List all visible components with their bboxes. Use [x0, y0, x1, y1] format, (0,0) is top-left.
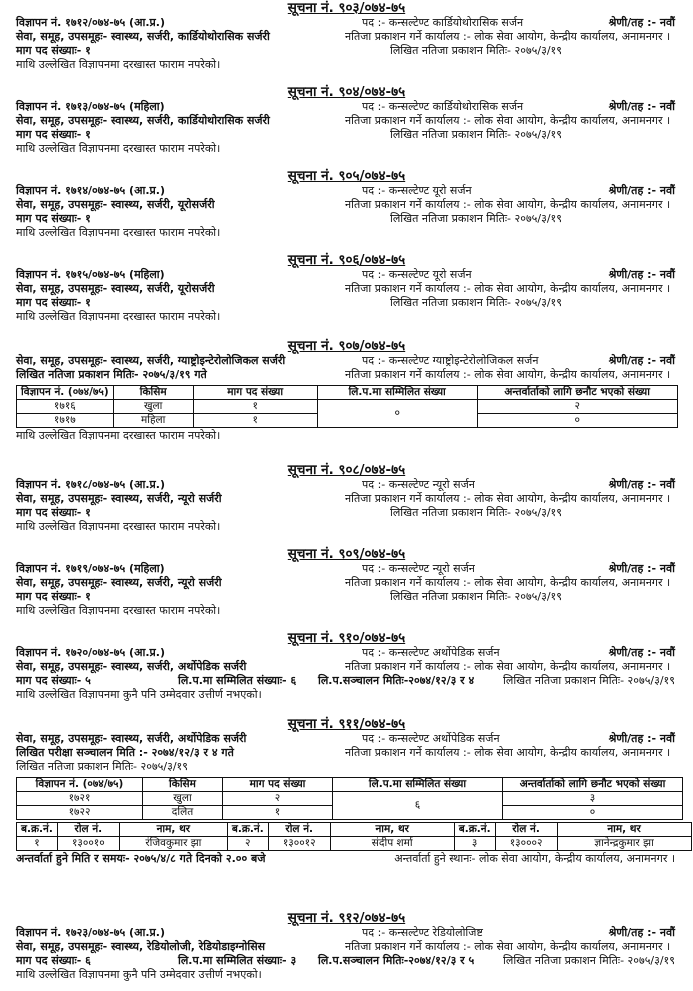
result-office: नतिजा प्रकाशन गर्ने कार्यालय :- लोक सेवा आयोग, केन्द्रीय कार्यालय, अनामनगर ।: [345, 660, 671, 673]
col-interview: अन्तर्वार्ताको लागि छनौट भएको संख्या: [477, 386, 677, 400]
cell-roll: १३००१२: [268, 837, 330, 851]
notice-title: सूचना नं. ९०९/०७४-७५: [287, 546, 406, 562]
cell-type: खुला: [143, 792, 223, 806]
cell-posts: २: [223, 792, 333, 806]
notice-903: [0, 0, 693, 73]
posts-count: माग पद संख्याः- १: [16, 506, 91, 519]
post: पद :- कन्सल्टेण्ट कार्डियोथोरासिक सर्जन: [362, 16, 524, 29]
cell-type: दलित: [143, 806, 223, 820]
cell-posts: १: [223, 806, 333, 820]
col-interview: अन्तर्वार्ताको लागि छनौट भएको संख्या: [503, 778, 683, 792]
grade: श्रेणी/तह :- नवौं: [608, 100, 675, 113]
cell-ad: १७२२: [17, 806, 143, 820]
service-group: सेवा, समूह, उपसमूहः- स्वास्थ्य, सर्जरी, न्यूरो सर्जरी: [16, 576, 222, 589]
col-type: किसिम: [143, 778, 223, 792]
cell-roll: १३००१०: [57, 837, 119, 851]
cell-ad: १७२१: [17, 792, 143, 806]
notice-title: सूचना नं. ९०३/०७४-७५: [287, 0, 406, 16]
notice-title: सूचना नं. ९०४/०७४-७५: [287, 84, 406, 100]
cell-roll: १३०००२: [495, 837, 557, 851]
col-sn: ब.क्र.नं.: [454, 823, 495, 837]
post: पद :- कन्सल्टेण्ट रेडियोलोजिष्ट: [362, 926, 483, 939]
results-table: [16, 777, 683, 820]
remark: माथि उल्लेखित विज्ञापनमा दरखास्त फाराम नपरेको।: [16, 226, 221, 239]
ad-number: विज्ञापन नं. १७२३/०७४-७५ (आ.प्र.): [16, 926, 165, 939]
cell-posts: १: [193, 414, 317, 428]
cell-type: खुला: [113, 400, 193, 414]
cell-interview: ३: [503, 792, 683, 806]
remark: माथि उल्लेखित विज्ञापनमा दरखास्त फाराम नपरेको।: [16, 520, 221, 533]
notice-title: सूचना नं. ९०८/०७४-७५: [287, 462, 406, 478]
result-date: लिखित नतिजा प्रकाशन मितिः- २०७५/३/१९: [390, 296, 562, 309]
col-roll: रोल नं.: [495, 823, 557, 837]
cell-joined: ०: [317, 400, 477, 428]
notice-904: [0, 84, 693, 157]
notice-title: सूचना नं. ९०६/०७४-७५: [287, 252, 406, 268]
ad-number: विज्ञापन नं. १७१३/०७४-७५ (महिला): [16, 100, 165, 113]
posts-count: माग पद संख्याः- ६: [16, 954, 91, 967]
service-group: सेवा, समूह, उपसमूहः- स्वास्थ्य, सर्जरी, कार्डियोथोरासिक सर्जरी: [16, 30, 270, 43]
grade: श्रेणी/तह :- नवौं: [608, 354, 675, 367]
notice-912: [0, 910, 693, 983]
grade: श्रेणी/तह :- नवौं: [608, 926, 675, 939]
result-office: नतिजा प्रकाशन गर्ने कार्यालय :- लोक सेवा आयोग, केन्द्रीय कार्यालय, अनामनगर ।: [345, 746, 671, 759]
remark: माथि उल्लेखित विज्ञापनमा दरखास्त फाराम नपरेको।: [16, 142, 221, 155]
col-type: किसिम: [113, 386, 193, 400]
col-ad: विज्ञापन नं. (०७४/७५): [17, 386, 114, 400]
result-office: नतिजा प्रकाशन गर्ने कार्यालय :- लोक सेवा आयोग, केन्द्रीय कार्यालय, अनामनगर ।: [345, 114, 671, 127]
interview-date: अन्तर्वार्ता हुने मिति र समयः- २०७५/४/८ गते दिनको २.०० बजे: [16, 852, 266, 865]
notice-907: [0, 338, 693, 444]
result-date: लिखित नतिजा प्रकाशन मितिः- २०७५/३/१९: [390, 44, 562, 57]
service-group: सेवा, समूह, उपसमूहः- स्वास्थ्य, सर्जरी, कार्डियोथोरासिक सर्जरी: [16, 114, 270, 127]
post: पद :- कन्सल्टेण्ट यूरो सर्जन: [362, 184, 472, 197]
result-office: नतिजा प्रकाशन गर्ने कार्यालय :- लोक सेवा आयोग, केन्द्रीय कार्यालय, अनामनगर ।: [345, 368, 671, 381]
result-date: लिखित नतिजा प्रकाशन मितिः- २०७५/३/१९: [390, 212, 562, 225]
cell-sn: २: [227, 837, 268, 851]
result-office: नतिजा प्रकाशन गर्ने कार्यालय :- लोक सेवा आयोग, केन्द्रीय कार्यालय, अनामनगर ।: [345, 30, 671, 43]
service-group: सेवा, समूह, उपसमूहः- स्वास्थ्य, सर्जरी, ग्याष्ट्रोइन्टेरोलोजिकल सर्जरी: [16, 354, 286, 367]
result-date: लिखित नतिजा प्रकाशन मितिः- २०७५/३/१९ गते: [16, 368, 207, 381]
grade: श्रेणी/तह :- नवौं: [608, 646, 675, 659]
notice-title: सूचना नं. ९१२/०७४-७५: [287, 910, 406, 926]
remark: माथि उल्लेखित विज्ञापनमा दरखास्त फाराम नपरेको।: [16, 58, 221, 71]
result-office: नतिजा प्रकाशन गर्ने कार्यालय :- लोक सेवा आयोग, केन्द्रीय कार्यालय, अनामनगर ।: [345, 282, 671, 295]
cell-posts: १: [193, 400, 317, 414]
col-roll: रोल नं.: [268, 823, 330, 837]
notice-906: [0, 252, 693, 325]
post: पद :- कन्सल्टेण्ट कार्डियोथोरासिक सर्जन: [362, 100, 524, 113]
col-joined: लि.प.मा सम्मिलित संख्या: [317, 386, 477, 400]
result-date: लिखित नतिजा प्रकाशन मितिः- २०७५/३/१९: [390, 128, 562, 141]
service-group: सेवा, समूह, उपसमूहः- स्वास्थ्य, सर्जरी, यूरोसर्जरी: [16, 282, 215, 295]
result-date: लिखित नतिजा प्रकाशन मितिः- २०७५/३/१९: [16, 760, 188, 773]
cell-name: ज्ञानेन्द्रकुमार झा: [557, 837, 691, 851]
grade: श्रेणी/तह :- नवौं: [608, 16, 675, 29]
service-group: सेवा, समूह, उपसमूहः- स्वास्थ्य, सर्जरी, अर्थोपेडिक सर्जरी: [16, 660, 247, 673]
grade: श्रेणी/तह :- नवौं: [608, 732, 675, 745]
table-row: [17, 400, 678, 414]
cell-sn: १: [17, 837, 58, 851]
cell-interview: २: [477, 400, 677, 414]
notice-909: [0, 546, 693, 619]
notice-908: [0, 462, 693, 535]
notice-title: सूचना नं. ९१०/०७४-७५: [287, 630, 406, 646]
cell-joined: ६: [333, 792, 503, 820]
col-roll: रोल नं.: [57, 823, 119, 837]
post: पद :- कन्सल्टेण्ट यूरो सर्जन: [362, 268, 472, 281]
grade: श्रेणी/तह :- नवौं: [608, 562, 675, 575]
cell-type: महिला: [113, 414, 193, 428]
notice-title: सूचना नं. ९११/०७४-७५: [287, 716, 406, 732]
cell-ad: १७१६: [17, 400, 114, 414]
ad-number: विज्ञापन नं. १७१९/०७४-७५ (महिला): [16, 562, 165, 575]
cell-interview: ०: [477, 414, 677, 428]
cell-interview: ०: [503, 806, 683, 820]
ad-number: विज्ञापन नं. १७१८/०७४-७५ (आ.प्र.): [16, 478, 165, 491]
post: पद :- कन्सल्टेण्ट अर्थोपेडिक सर्जन: [362, 646, 500, 659]
post: पद :- कन्सल्टेण्ट न्यूरो सर्जन: [362, 562, 475, 575]
notice-title: सूचना नं. ९०५/०७४-७५: [287, 168, 406, 184]
grade: श्रेणी/तह :- नवौं: [608, 268, 675, 281]
cell-sn: ३: [454, 837, 495, 851]
col-sn: ब.क्र.नं.: [17, 823, 58, 837]
grade: श्रेणी/तह :- नवौं: [608, 184, 675, 197]
posts-count: माग पद संख्याः- १: [16, 296, 91, 309]
col-ad: विज्ञापन नं. (०७४/७५): [17, 778, 143, 792]
post: पद :- कन्सल्टेण्ट ग्याष्ट्रोइन्टेरोलोजिकल सर्जन: [362, 354, 539, 367]
result-office: नतिजा प्रकाशन गर्ने कार्यालय :- लोक सेवा आयोग, केन्द्रीय कार्यालय, अनामनगर ।: [345, 940, 671, 953]
service-group: सेवा, समूह, उपसमूहः- स्वास्थ्य, रेडियोलोजी, रेडियोडाइग्नोसिस: [16, 940, 266, 953]
notice-910: [0, 630, 693, 703]
notice-title: सूचना नं. ९०७/०७४-७५: [287, 338, 406, 354]
table-row: [17, 837, 692, 851]
result-office: नतिजा प्रकाशन गर्ने कार्यालय :- लोक सेवा आयोग, केन्द्रीय कार्यालय, अनामनगर ।: [345, 492, 671, 505]
result-office: नतिजा प्रकाशन गर्ने कार्यालय :- लोक सेवा आयोग, केन्द्रीय कार्यालय, अनामनगर ।: [345, 198, 671, 211]
ad-number: विज्ञापन नं. १७२०/०७४-७५ (आ.प्र.): [16, 646, 165, 659]
col-posts: माग पद संख्या: [193, 386, 317, 400]
service-group: सेवा, समूह, उपसमूहः- स्वास्थ्य, सर्जरी, अर्थोपेडिक सर्जरी: [16, 732, 247, 745]
posts-count: माग पद संख्याः- १: [16, 212, 91, 225]
results-table: [16, 385, 678, 428]
ad-number: विज्ञापन नं. १७१४/०७४-७५ (आ.प्र.): [16, 184, 165, 197]
col-name: नाम, थर: [330, 823, 454, 837]
col-joined: लि.प.मा सम्मिलित संख्या: [333, 778, 503, 792]
remark: माथि उल्लेखित विज्ञापनमा दरखास्त फाराम नपरेको।: [16, 429, 221, 442]
notice-911: [0, 716, 693, 867]
service-group: सेवा, समूह, उपसमूहः- स्वास्थ्य, सर्जरी, यूरोसर्जरी: [16, 198, 215, 211]
exam-date: लि.प.सञ्चालन मितिः-२०७४/१२/३ र ४: [318, 674, 475, 687]
col-name: नाम, थर: [119, 823, 227, 837]
post: पद :- कन्सल्टेण्ट अर्थोपेडिक सर्जन: [362, 732, 500, 745]
result-date: लिखित नतिजा प्रकाशन मितिः- २०७५/३/१९: [503, 954, 675, 967]
joined-count: लि.प.मा सम्मिलित संख्याः- ३: [178, 954, 297, 967]
joined-count: लि.प.मा सम्मिलित संख्याः- ६: [178, 674, 297, 687]
exam-date: लि.प.सञ्चालन मितिः-२०७४/१२/३ र ५: [318, 954, 475, 967]
remark: माथि उल्लेखित विज्ञापनमा कुनै पनि उम्मेदवार उत्तीर्ण नभएको।: [16, 688, 262, 701]
exam-date: लिखित परीक्षा सञ्चालन मिति :- २०७४/१२/३ र ४ गते: [16, 746, 234, 759]
posts-count: माग पद संख्याः- १: [16, 590, 91, 603]
result-date: लिखित नतिजा प्रकाशन मितिः- २०७५/३/१९: [390, 590, 562, 603]
ad-number: विज्ञापन नं. १७१२/०७४-७५ (आ.प्र.): [16, 16, 165, 29]
interview-place: अन्तर्वार्ता हुने स्थानः- लोक सेवा आयोग, केन्द्रीय कार्यालय, अनामनगर ।: [394, 852, 675, 865]
notice-905: [0, 168, 693, 241]
remark: माथि उल्लेखित विज्ञापनमा दरखास्त फाराम नपरेको।: [16, 310, 221, 323]
posts-count: माग पद संख्याः- ५: [16, 674, 91, 687]
result-office: नतिजा प्रकाशन गर्ने कार्यालय :- लोक सेवा आयोग, केन्द्रीय कार्यालय, अनामनगर ।: [345, 576, 671, 589]
col-sn: ब.क्र.नं.: [227, 823, 268, 837]
ad-number: विज्ञापन नं. १७१५/०७४-७५ (महिला): [16, 268, 165, 281]
table-row: [17, 792, 683, 806]
col-name: नाम, थर: [557, 823, 691, 837]
grade: श्रेणी/तह :- नवौं: [608, 478, 675, 491]
cell-name: रंजिवकुमार झा: [119, 837, 227, 851]
cell-name: संदीप शर्मा: [330, 837, 454, 851]
result-date: लिखित नतिजा प्रकाशन मितिः- २०७५/३/१९: [503, 674, 675, 687]
service-group: सेवा, समूह, उपसमूहः- स्वास्थ्य, सर्जरी, न्यूरो सर्जरी: [16, 492, 222, 505]
result-date: लिखित नतिजा प्रकाशन मितिः- २०७५/३/१९: [390, 506, 562, 519]
col-posts: माग पद संख्या: [223, 778, 333, 792]
post: पद :- कन्सल्टेण्ट न्यूरो सर्जन: [362, 478, 475, 491]
posts-count: माग पद संख्याः- १: [16, 44, 91, 57]
cell-ad: १७१७: [17, 414, 114, 428]
remark: माथि उल्लेखित विज्ञापनमा दरखास्त फाराम नपरेको।: [16, 604, 221, 617]
candidates-table: [16, 822, 692, 851]
remark: माथि उल्लेखित विज्ञापनमा कुनै पनि उम्मेदवार उत्तीर्ण नभएको।: [16, 968, 262, 981]
posts-count: माग पद संख्याः- १: [16, 128, 91, 141]
